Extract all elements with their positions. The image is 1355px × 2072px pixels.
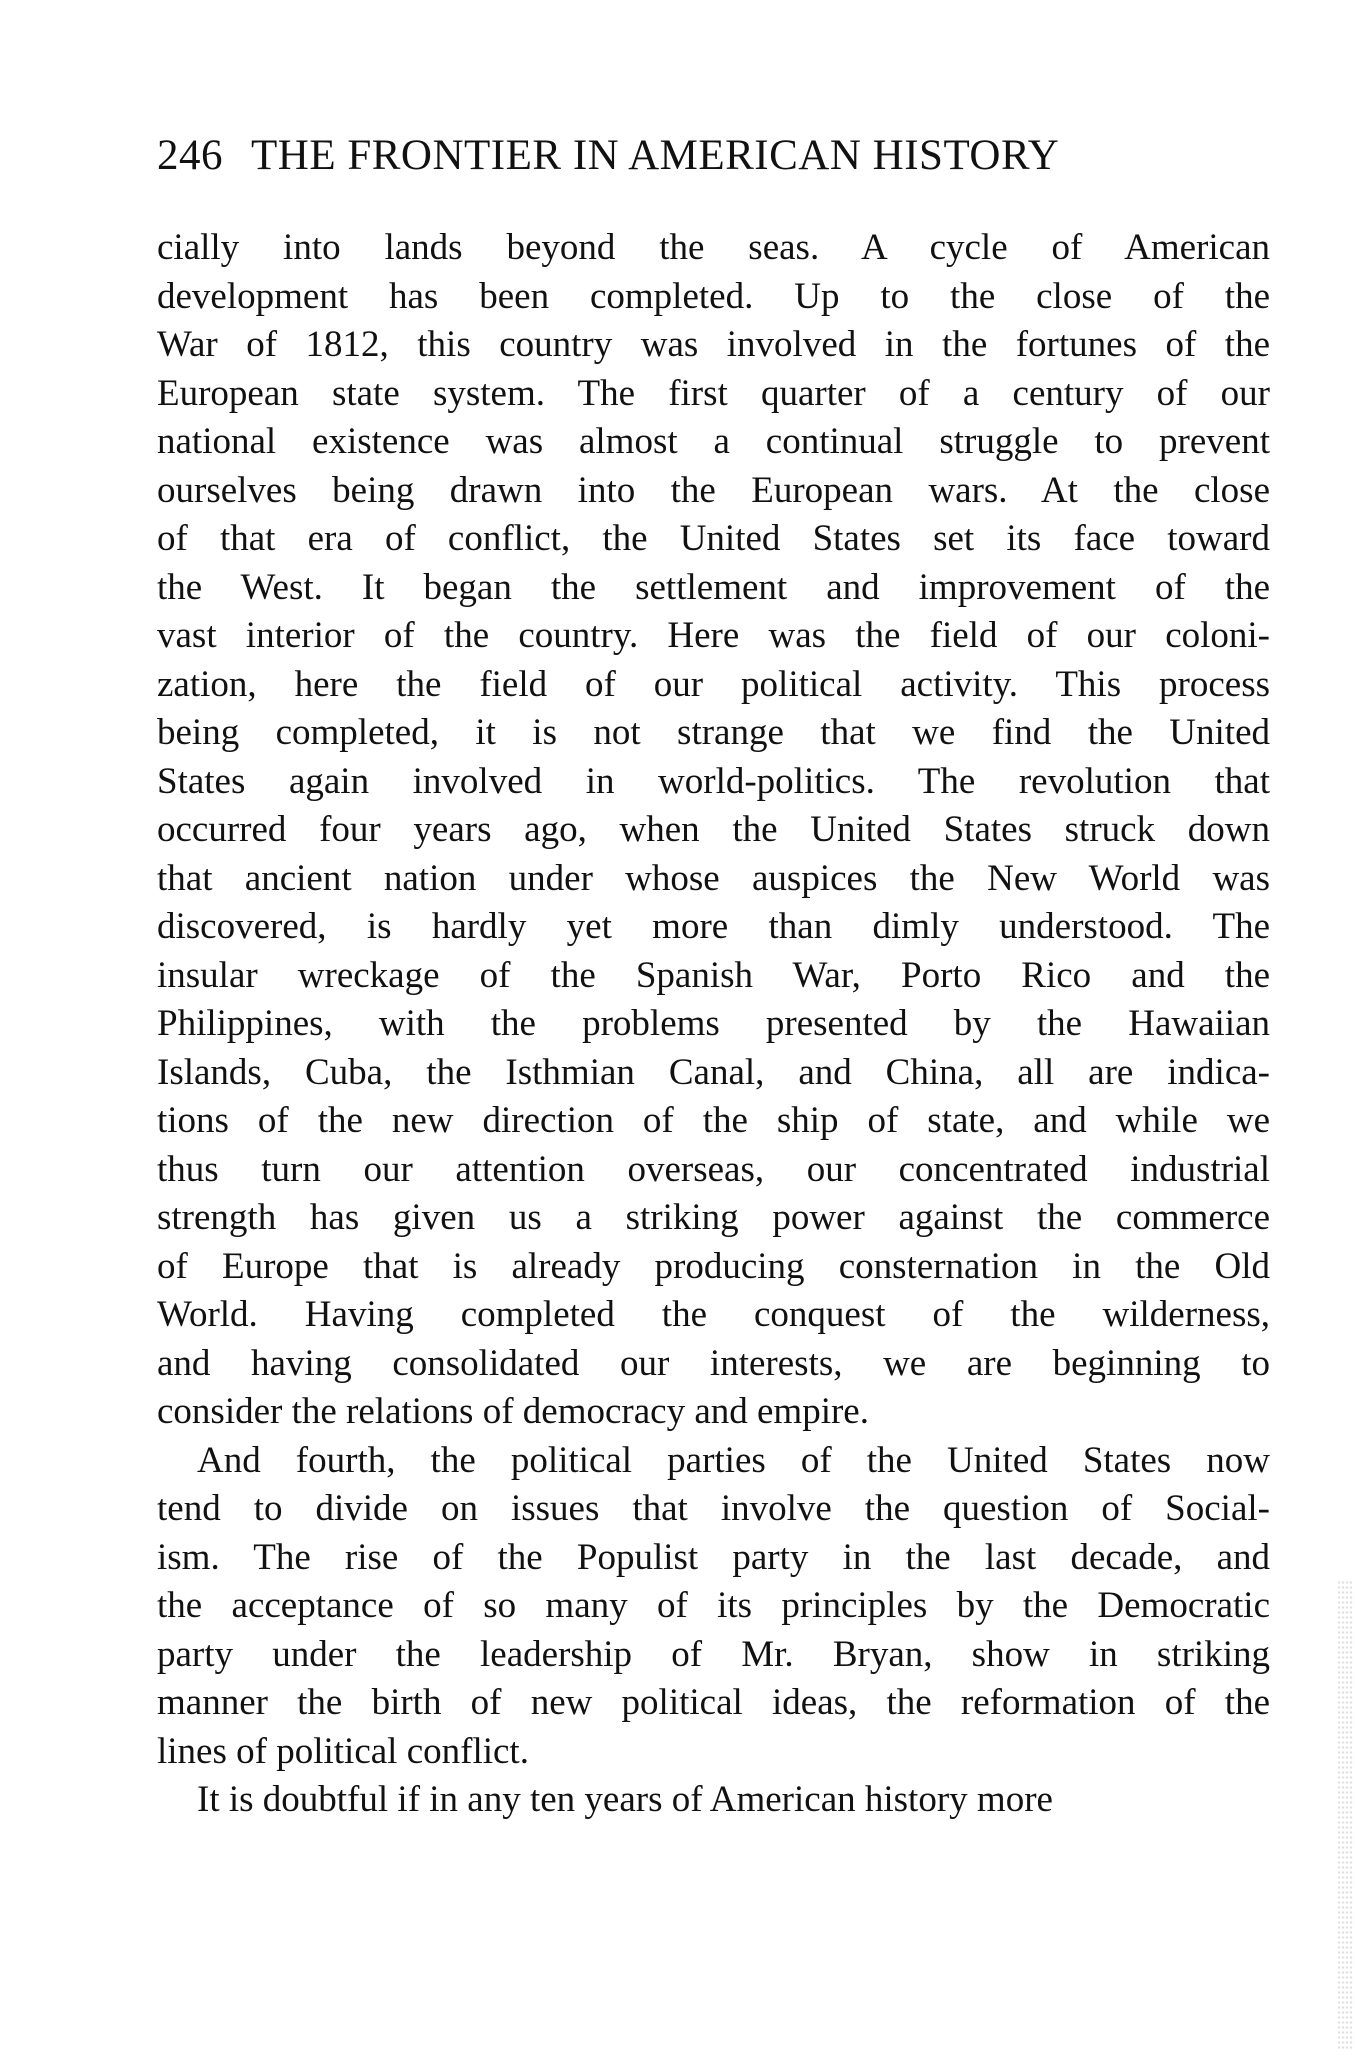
text-line: ism. The rise of the Populist party in the last decade, and bbox=[157, 1536, 1270, 1578]
text-line: War of 1812, this country was involved in the fortunes of the bbox=[157, 324, 1270, 365]
paragraph-end-line: lines of political conflict. bbox=[157, 1730, 529, 1772]
text-line: insular wreckage of the Spanish War, Porto Rico and the bbox=[157, 954, 1270, 996]
text-line: Islands, Cuba, the Isthmian Canal, and China, all are indica- bbox=[157, 1051, 1270, 1093]
text-line: thus turn our attention overseas, our concentrated industrial bbox=[157, 1148, 1270, 1190]
text-line: ourselves being drawn into the European wars. At the close bbox=[157, 469, 1270, 511]
text-line: World. Having completed the conquest of the wilderness, bbox=[157, 1294, 1270, 1335]
paragraph-end-line: consider the relations of democracy and empire. bbox=[157, 1391, 869, 1432]
text-line: and having consolidated our interests, we are beginning to bbox=[157, 1342, 1270, 1384]
text-line: party under the leadership of Mr. Bryan, show in striking bbox=[157, 1633, 1270, 1675]
text-line: States again involved in world-politics. The revolution that bbox=[157, 760, 1270, 802]
text-line: occurred four years ago, when the United States struck down bbox=[157, 809, 1270, 850]
text-line: manner the birth of new political ideas, the reformation of the bbox=[157, 1682, 1270, 1723]
page-number: 246 bbox=[157, 132, 223, 179]
text-line: national existence was almost a continual struggle to prevent bbox=[157, 421, 1270, 462]
text-line: of Europe that is already producing consternation in the Old bbox=[157, 1245, 1270, 1287]
text-line: strength has given us a striking power against the commerce bbox=[157, 1197, 1270, 1238]
text-line: of that era of conflict, the United States set its face toward bbox=[157, 518, 1270, 559]
text-line: discovered, is hardly yet more than dimly understood. The bbox=[157, 906, 1270, 947]
text-line: that ancient nation under whose auspices the New World was bbox=[157, 857, 1270, 899]
paragraph-start-line: It is doubtful if in any ten years of American history more bbox=[197, 1779, 1053, 1820]
text-line: tions of the new direction of the ship of state, and while we bbox=[157, 1100, 1270, 1141]
text-line: Philippines, with the problems presented by the Hawaiian bbox=[157, 1003, 1270, 1044]
text-line: zation, here the field of our political activity. This process bbox=[157, 663, 1270, 705]
text-line: vast interior of the country. Here was the field of our coloni- bbox=[157, 615, 1270, 656]
scan-margin-noise bbox=[1337, 1580, 1353, 2050]
body-text bbox=[157, 224, 1270, 1825]
paragraph-start-line: And fourth, the political parties of the United States now bbox=[197, 1439, 1270, 1481]
text-line: the acceptance of so many of its principles by the Democratic bbox=[157, 1585, 1270, 1626]
text-line: European state system. The first quarter of a century of our bbox=[157, 372, 1270, 414]
text-line: development has been completed. Up to the close of the bbox=[157, 275, 1270, 317]
text-line: cially into lands beyond the seas. A cycle of American bbox=[157, 227, 1270, 268]
running-head-title: THE FRONTIER IN AMERICAN HISTORY bbox=[251, 132, 1060, 179]
text-line: being completed, it is not strange that we find the United bbox=[157, 712, 1270, 753]
text-line: tend to divide on issues that involve the question of Social- bbox=[157, 1488, 1270, 1529]
text-line: the West. It began the settlement and improvement of the bbox=[157, 566, 1270, 608]
running-head bbox=[157, 130, 1257, 182]
